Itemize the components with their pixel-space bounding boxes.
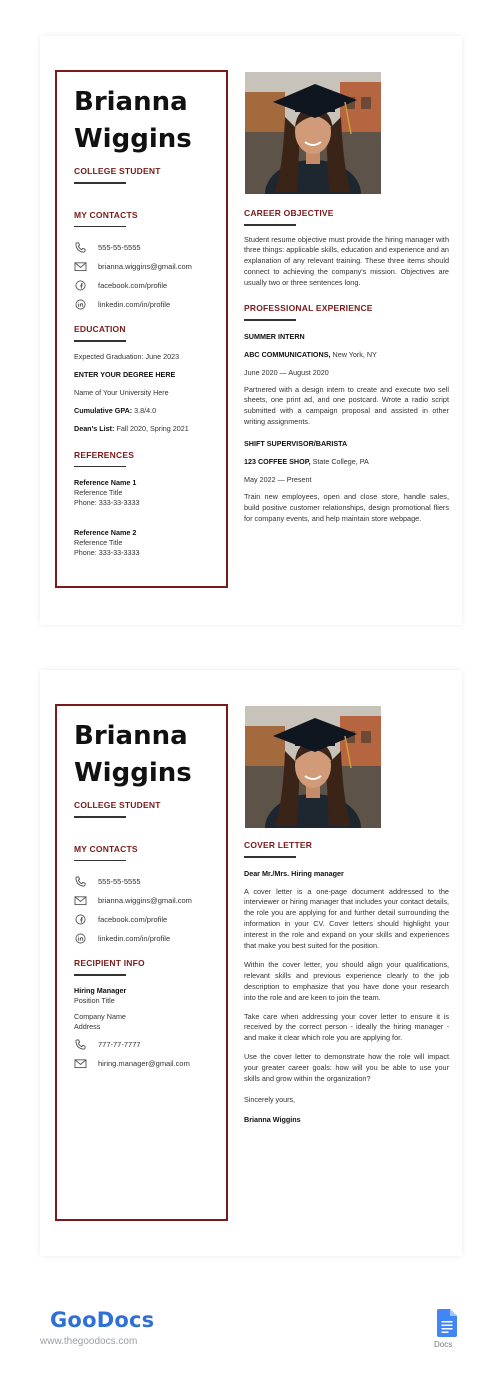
divider	[244, 224, 296, 226]
job-description: Partnered with a design intern to create and execute two sell sheets, one print ad, and one postcard. Wrote a radio script submitted with a campaign proposal and assisted in other writing assignments.	[244, 384, 449, 427]
salutation: Dear Mr./Mrs. Hiring manager	[244, 868, 344, 878]
job-company	[244, 457, 449, 467]
letter-paragraph: Within the cover letter, you should align your qualifications, relevant skills and previous experience clearly to the job description to emphasize that you have done your research into the role and are keen to join the team.	[244, 959, 449, 1002]
sidebar-panel	[55, 704, 228, 1221]
cover-letter-page	[40, 670, 462, 1256]
facebook-icon	[74, 280, 87, 291]
divider	[244, 319, 296, 321]
reference-name: Reference Name 1	[74, 478, 137, 487]
recipient-heading: RECIPIENT INFO	[74, 958, 145, 968]
contact-text: facebook.com/profile	[98, 281, 168, 290]
job-dates: May 2022 — Present	[244, 475, 312, 485]
contact-text: 777-77-7777	[98, 1039, 141, 1049]
recipient-email[interactable]	[74, 1054, 226, 1073]
letter-paragraph: A cover letter is a one-page document addressed to the interviewer or hiring manager that includes your contact details, the role you are applying for and further detail surrounding the information in your CV. Cover letters should highlight your interest in the role and expand on your skills and experiences that make you best suited for the position.	[244, 886, 449, 951]
education-heading: EDUCATION	[74, 324, 126, 334]
contacts-heading: MY CONTACTS	[74, 209, 138, 220]
contact-text: facebook.com/profile	[98, 915, 168, 924]
name-last: Wiggins	[74, 124, 192, 154]
reference-title: Reference Title	[74, 488, 123, 497]
reference-item	[74, 528, 226, 558]
divider	[74, 816, 126, 818]
job-entry	[244, 332, 449, 429]
sidebar-panel	[55, 70, 228, 588]
mail-icon	[74, 1058, 87, 1069]
reference-title: Reference Title	[74, 538, 123, 547]
company-name: ABC COMMUNICATIONS,	[244, 349, 331, 359]
contact-email[interactable]	[74, 891, 226, 910]
divider	[74, 226, 126, 228]
mail-icon	[74, 261, 87, 272]
phone-icon	[74, 1039, 87, 1050]
name-last: Wiggins	[74, 758, 192, 788]
contact-text: brianna.wiggins@gmail.com	[98, 896, 192, 905]
career-text: Student resume objective must provide the hiring manager with three things: applicable skills, education and experience and an explanation of any relevant training. These three items should connect to achieving the company's mission. Objectives are usually two or three sentences long.	[244, 234, 449, 288]
google-docs-icon[interactable]	[437, 1309, 457, 1337]
contact-text: linkedin.com/in/profile	[98, 934, 171, 943]
contacts-list	[74, 872, 226, 948]
references-heading: REFERENCES	[74, 449, 135, 460]
job-company	[244, 350, 449, 360]
name-first: Brianna	[74, 87, 188, 117]
divider	[74, 466, 126, 468]
profile-photo	[245, 706, 381, 828]
phone-icon	[74, 876, 87, 887]
letter-paragraph: Use the cover letter to demonstrate how the role will impact your greater career goals: how will you be able to use your skills and grow within the organization?	[244, 1052, 449, 1084]
deans-value: Fall 2020, Spring 2021	[114, 423, 189, 433]
recipient-address: Address	[74, 1021, 101, 1031]
contact-phone[interactable]	[74, 238, 226, 257]
name-first: Brianna	[74, 721, 188, 751]
divider	[244, 856, 296, 858]
divider	[74, 340, 126, 342]
divider	[74, 860, 126, 862]
subtitle: COLLEGE STUDENT	[74, 166, 161, 176]
mail-icon	[74, 895, 87, 906]
job-entry	[244, 439, 449, 525]
reference-item	[74, 478, 226, 508]
divider	[74, 974, 126, 976]
contact-text: brianna.wiggins@gmail.com	[98, 262, 192, 271]
experience-heading: PROFESSIONAL EXPERIENCE	[244, 303, 373, 314]
contact-facebook[interactable]	[74, 910, 226, 929]
recipient-phone[interactable]	[74, 1035, 226, 1054]
contacts-list	[74, 238, 226, 314]
gpa-label: Cumulative GPA:	[74, 405, 133, 415]
docs-label: Docs	[434, 1340, 453, 1349]
main-column	[244, 840, 449, 1125]
job-role: SUMMER INTERN	[244, 331, 305, 341]
contacts-heading: MY CONTACTS	[74, 843, 138, 854]
contact-text: 555-55-5555	[98, 243, 141, 252]
recipient-position: Position Title	[74, 995, 115, 1005]
profile-photo	[245, 72, 381, 194]
company-name: 123 COFFEE SHOP,	[244, 457, 311, 467]
phone-icon	[74, 242, 87, 253]
graduation-date: Expected Graduation: June 2023	[74, 351, 180, 361]
closing: Sincerely yours,	[244, 1095, 296, 1104]
linkedin-icon	[74, 933, 87, 944]
recipient-block	[74, 986, 226, 1073]
letter-paragraph: Take care when addressing your cover letter to ensure it is received by the correct person - ideally the hiring manager - and make it clear which role you are applying for.	[244, 1011, 449, 1043]
contact-text: linkedin.com/in/profile	[98, 300, 171, 309]
career-heading: CAREER OBJECTIVE	[244, 208, 334, 218]
gpa	[74, 406, 226, 416]
contact-facebook[interactable]	[74, 276, 226, 295]
job-description: Train new employees, open and close store, handle sales, build positive customer relationships, design promotional fliers for company events, and help maintain store webpage.	[244, 492, 449, 523]
contact-text: 555-55-5555	[98, 877, 141, 886]
main-column	[244, 208, 449, 525]
company-location: New York, NY	[330, 349, 377, 359]
site-url[interactable]: www.thegoodocs.com	[40, 1336, 138, 1347]
deans-list	[74, 424, 226, 434]
company-location: State College, PA	[310, 457, 369, 467]
recipient-company: Company Name	[74, 1011, 126, 1021]
university: Name of Your University Here	[74, 387, 169, 397]
facebook-icon	[74, 914, 87, 925]
degree: ENTER YOUR DEGREE HERE	[74, 369, 176, 379]
cover-letter-heading: COVER LETTER	[244, 840, 313, 850]
reference-name: Reference Name 2	[74, 528, 137, 537]
deans-label: Dean's List:	[74, 423, 115, 433]
contact-linkedin[interactable]	[74, 295, 226, 314]
contact-email[interactable]	[74, 257, 226, 276]
job-role: SHIFT SUPERVISOR/BARISTA	[244, 439, 348, 449]
reference-phone: Phone: 333-33-3333	[74, 548, 140, 557]
contact-text: hiring.manager@gmail.com	[98, 1058, 190, 1068]
signature: Brianna Wiggins	[244, 1115, 301, 1124]
goodocs-logo[interactable]: GooDocs	[50, 1308, 155, 1332]
reference-phone: Phone: 333-33-3333	[74, 498, 140, 507]
gpa-value: 3.8/4.0	[132, 405, 157, 415]
contact-phone[interactable]	[74, 872, 226, 891]
contact-linkedin[interactable]	[74, 929, 226, 948]
job-dates: June 2020 — August 2020	[244, 367, 329, 377]
linkedin-icon	[74, 299, 87, 310]
recipient-name: Hiring Manager	[74, 985, 127, 995]
resume-page	[40, 36, 462, 625]
subtitle: COLLEGE STUDENT	[74, 800, 161, 810]
divider	[74, 182, 126, 184]
